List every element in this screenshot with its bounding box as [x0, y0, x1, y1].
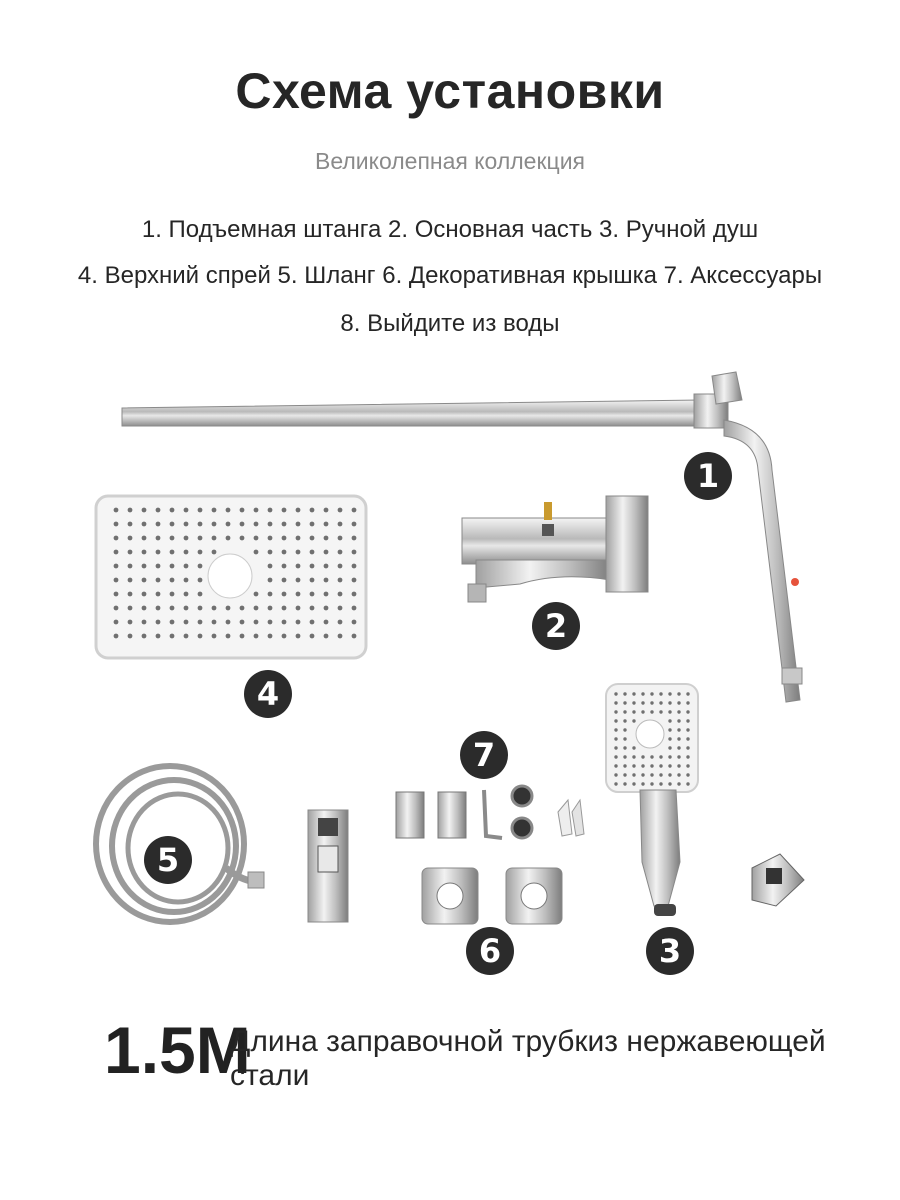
badge-3: 3	[646, 927, 694, 975]
parts-list-line-3: 8. Выйдите из воды	[340, 310, 560, 337]
rain-shower-head	[96, 496, 366, 658]
badge-4: 4	[244, 670, 292, 718]
badge-2: 2	[532, 602, 580, 650]
mixer-body	[462, 496, 648, 602]
badge-7: 7	[460, 731, 508, 779]
parts-list-line-2: 4. Верхний спрей 5. Шланг 6. Декоративная крышка 7. Аксессуары	[77, 262, 823, 289]
hose-length-description: Длина заправочной трубкиз нержавеющей стали	[230, 1025, 826, 1092]
page-subtitle: Великолепная коллекция	[314, 148, 586, 174]
decorative-covers	[422, 868, 562, 924]
badge-5: 5	[144, 836, 192, 884]
parts-list-line-1: 1. Подъемная штанга 2. Основная часть 3. Ручной душ	[141, 216, 759, 243]
badge-1: 1	[684, 452, 732, 500]
hose-length: 1.5M	[104, 1013, 251, 1087]
shower-holder	[308, 810, 348, 922]
page-title: Схема установки	[235, 63, 665, 119]
accessories	[396, 786, 584, 838]
hand-shower	[606, 684, 698, 916]
water-outlet	[752, 854, 804, 906]
badge-6: 6	[466, 927, 514, 975]
